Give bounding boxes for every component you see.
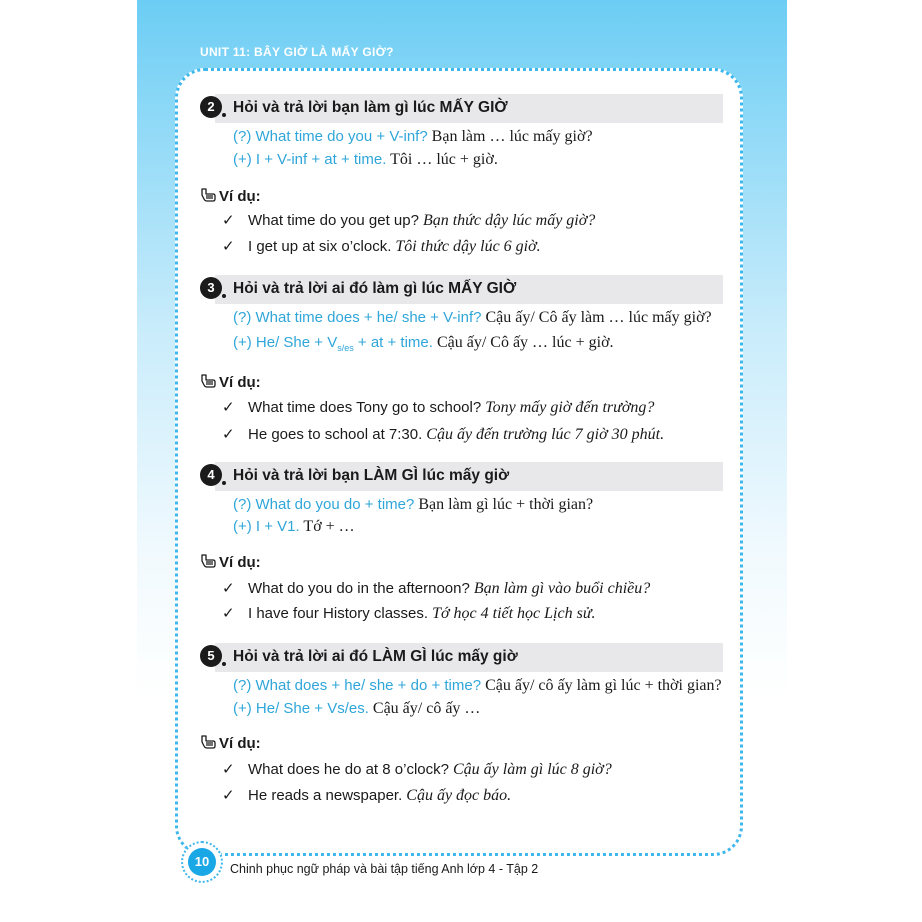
check-icon: ✓	[222, 605, 235, 622]
check-icon: ✓	[222, 761, 235, 778]
check-icon: ✓	[222, 212, 235, 229]
check-icon: ✓	[222, 426, 235, 443]
example-heading: Ví dụ:	[200, 553, 261, 571]
section-title: Hỏi và trả lời ai đó LÀM GÌ lúc mấy giờ	[233, 648, 518, 665]
example-line: ✓ What time do you get up? Bạn thức dậy lúc mấy giờ?	[222, 212, 596, 229]
formula-question: (?) What time do you + V-inf? Bạn làm … lúc mấy giờ?	[233, 128, 593, 145]
section-title: Hỏi và trả lời ai đó làm gì lúc MẤY GIỜ	[233, 280, 517, 297]
unit-title: UNIT 11: BÂY GIỜ LÀ MẤY GIỜ?	[200, 45, 394, 59]
pointing-hand-icon	[200, 553, 216, 569]
example-line: ✓ He reads a newspaper. Cậu ấy đọc báo.	[222, 787, 512, 804]
section-number-badge: 5	[200, 645, 222, 667]
page-number: 10	[188, 848, 216, 876]
example-line: ✓ I get up at six o’clock. Tôi thức dậy lúc 6 giờ.	[222, 238, 541, 255]
section-number-badge: 4	[200, 464, 222, 486]
book-title: Chinh phục ngữ pháp và bài tập tiếng Anh lớp 4 - Tập 2	[230, 862, 539, 876]
page-number-badge	[181, 841, 223, 883]
section-title: Hỏi và trả lời bạn làm gì lúc MẤY GIỜ	[233, 99, 508, 116]
formula-answer: (+) He/ She + $V_{s/es}$ + at + time. Cậu ấy/ Cô ấy … lúc + giờ.	[233, 334, 614, 353]
example-heading: Ví dụ:	[200, 734, 261, 752]
example-line: ✓ He goes to school at 7:30. Cậu ấy đến trường lúc 7 giờ 30 phút.	[222, 426, 665, 443]
check-icon: ✓	[222, 787, 235, 804]
check-icon: ✓	[222, 399, 235, 416]
formula-answer: (+) I + V-inf + at + time. Tôi … lúc + giờ.	[233, 151, 498, 168]
example-line: ✓ What does he do at 8 o’clock? Cậu ấy làm gì lúc 8 giờ?	[222, 761, 612, 778]
example-line: ✓ I have four History classes. Tớ học 4 tiết học Lịch sử.	[222, 605, 596, 622]
example-line: ✓ What time does Tony go to school? Tony mấy giờ đến trường?	[222, 399, 655, 416]
check-icon: ✓	[222, 580, 235, 597]
section-number-badge: 2	[200, 96, 222, 118]
section-title: Hỏi và trả lời bạn LÀM GÌ lúc mấy giờ	[233, 467, 510, 484]
pointing-hand-icon	[200, 734, 216, 750]
example-heading: Ví dụ:	[200, 373, 261, 391]
formula-answer: (+) He/ She + Vs/es. Cậu ấy/ cô ấy …	[233, 700, 481, 717]
formula-question: (?) What do you do + time? Bạn làm gì lúc + thời gian?	[233, 496, 594, 513]
pointing-hand-icon	[200, 187, 216, 203]
formula-question: (?) What time does + he/ she + V-inf? Cậu ấy/ Cô ấy làm … lúc mấy giờ?	[233, 309, 712, 326]
example-line: ✓ What do you do in the afternoon? Bạn làm gì vào buổi chiều?	[222, 580, 651, 597]
check-icon: ✓	[222, 238, 235, 255]
example-heading: Ví dụ:	[200, 187, 261, 205]
section-number-badge: 3	[200, 277, 222, 299]
formula-question: (?) What does + he/ she + do + time? Cậu ấy/ cô ấy làm gì lúc + thời gian?	[233, 677, 722, 694]
pointing-hand-icon	[200, 373, 216, 389]
formula-answer: (+) I + V1. Tớ + …	[233, 518, 355, 535]
